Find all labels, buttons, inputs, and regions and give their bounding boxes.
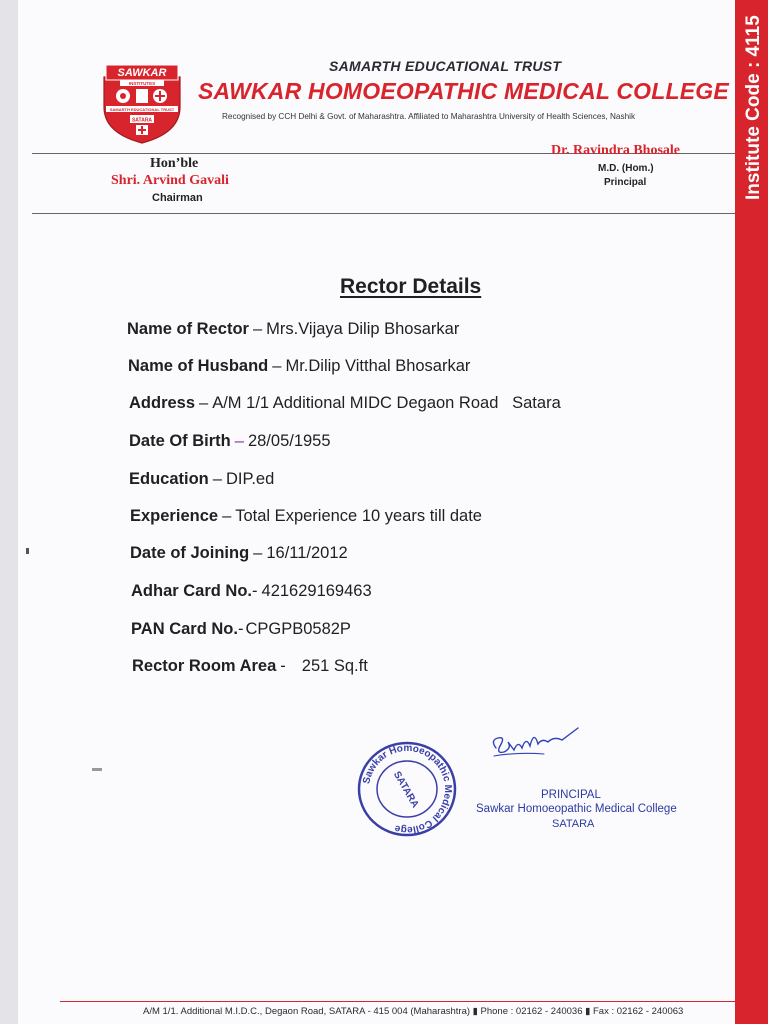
- field-value: 28/05/1955: [247, 432, 331, 450]
- field-value: DIP.ed: [225, 470, 275, 488]
- logo-place: SATARA: [131, 117, 153, 124]
- logo-banner: SAMARTH EDUCATIONAL TRUST: [109, 107, 175, 112]
- principal-signature: [478, 718, 588, 768]
- field-address: Address – A/M 1/1 Additional MIDC Degaon Road Satara: [129, 394, 561, 412]
- page-edge-shadow: [0, 0, 18, 1024]
- header-divider-bottom: [32, 213, 735, 214]
- field-education: Education – DIP.ed: [129, 470, 275, 488]
- field-label: Name of Rector: [127, 320, 249, 338]
- field-value: Mrs.Vijaya Dilip Bhosarkar: [266, 320, 460, 338]
- field-label: Rector Room Area: [132, 657, 277, 675]
- field-label: Date Of Birth: [129, 432, 231, 450]
- field-room-area: Rector Room Area - 251 Sq.ft: [132, 657, 368, 675]
- field-adhar-card: Adhar Card No.- 421629169463: [131, 582, 372, 600]
- signature-college: Sawkar Homoeopathic Medical College: [476, 803, 677, 815]
- chairman-title: Chairman: [152, 192, 203, 204]
- scan-speck: [92, 768, 102, 771]
- logo-title: SAWKAR: [117, 67, 167, 79]
- footer-divider: [60, 1001, 736, 1002]
- trust-name: SAMARTH EDUCATIONAL TRUST: [329, 58, 562, 74]
- college-name: SAWKAR HOMOEOPATHIC MEDICAL COLLEGE: [198, 78, 729, 104]
- stamp-center-text: SATARA: [390, 769, 421, 810]
- field-label: Education: [129, 470, 209, 488]
- field-label: Name of Husband: [128, 357, 269, 375]
- stamp-ring-text: Sawkar Homoeopathic Medical College: [361, 742, 454, 836]
- field-value: CPGPB0582P: [245, 620, 351, 638]
- field-value: 16/11/2012: [266, 544, 348, 562]
- signature-title: PRINCIPAL: [541, 789, 601, 801]
- field-experience: Experience – Total Experience 10 years till date: [130, 507, 482, 525]
- logo-subtitle: INSTITUTES: [128, 81, 156, 86]
- field-value: A/M 1/1 Additional MIDC Degaon Road Satara: [212, 394, 561, 412]
- chairman-honorific: Hon’ble: [150, 156, 199, 171]
- field-husband-name: Name of Husband – Mr.Dilip Vitthal Bhosarkar: [128, 357, 471, 375]
- field-label: Adhar Card No.: [131, 582, 253, 600]
- field-label: Experience: [130, 507, 219, 525]
- principal-degree: M.D. (Hom.): [598, 163, 654, 174]
- principal-title: Principal: [604, 177, 647, 188]
- field-value: Mr.Dilip Vitthal Bhosarkar: [285, 357, 471, 375]
- scan-speck: [26, 548, 29, 554]
- field-value: 421629169463: [261, 582, 372, 600]
- document-title: Rector Details: [340, 275, 482, 298]
- field-value: Total Experience 10 years till date: [235, 507, 482, 525]
- field-rector-name: Name of Rector – Mrs.Vijaya Dilip Bhosarkar: [127, 320, 460, 338]
- field-date-of-joining: Date of Joining – 16/11/2012: [130, 544, 348, 562]
- field-label: PAN Card No.: [131, 620, 238, 638]
- field-value: 251 Sq.ft: [301, 657, 368, 675]
- recognition-line: Recognised by CCH Delhi & Govt. of Maharashtra. Affiliated to Maharashtra University of Health Sciences, Nashik: [222, 112, 636, 121]
- field-label: Address: [129, 394, 196, 412]
- field-date-of-birth: Date Of Birth – 28/05/1955: [129, 432, 331, 450]
- principal-name: Dr. Ravindra Bhosale: [551, 143, 681, 158]
- college-seal-stamp: [355, 740, 459, 838]
- chairman-name: Shri. Arvind Gavali: [111, 173, 229, 188]
- signature-place: SATARA: [552, 818, 595, 830]
- field-pan-card: PAN Card No.- CPGPB0582P: [131, 620, 351, 638]
- footer-address: A/M 1/1. Additional M.I.D.C., Degaon Road, SATARA - 415 004 (Maharashtra) ▮ Phone : 02162 - 240036 ▮ Fax : 02162 - 240063: [143, 1006, 684, 1017]
- institute-code-text: Institute Code : 4115: [743, 15, 764, 200]
- college-logo: [100, 63, 184, 145]
- field-label: Date of Joining: [130, 544, 250, 562]
